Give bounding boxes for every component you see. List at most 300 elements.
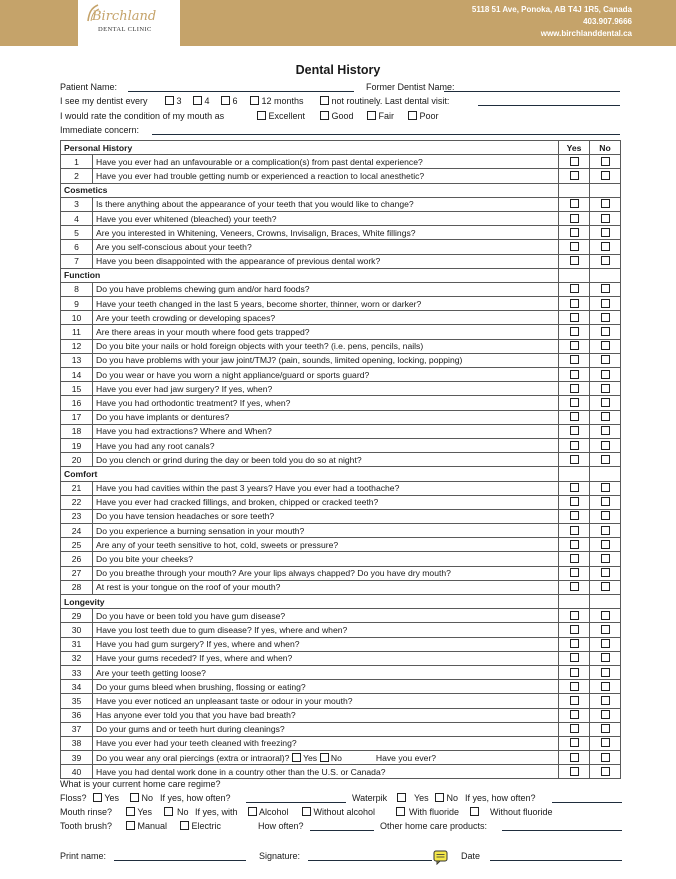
freq-6-label: 6 [232, 96, 238, 106]
question-number: 10 [61, 311, 93, 325]
answer-yes-cell [559, 580, 590, 594]
answer-no-checkbox[interactable] [601, 639, 610, 648]
question-row [61, 524, 621, 538]
question-row [61, 580, 621, 594]
answer-no-checkbox[interactable] [601, 157, 610, 166]
answer-yes-checkbox[interactable] [570, 625, 579, 634]
answer-no-checkbox[interactable] [601, 497, 610, 506]
question-text-cell [93, 680, 559, 694]
freq-12-label: 12 months [261, 96, 304, 106]
answer-no-cell [590, 481, 621, 495]
answer-yes-checkbox[interactable] [570, 199, 579, 208]
rate-label: I would rate the condition of my mouth as [60, 111, 225, 121]
answer-yes-checkbox[interactable] [570, 639, 579, 648]
question-text: Have you ever had trouble getting numb or experienced a reaction to local anesthetic? [96, 170, 425, 181]
answer-yes-checkbox[interactable] [570, 441, 579, 450]
answer-no-checkbox[interactable] [601, 370, 610, 379]
answer-yes-cell [559, 410, 590, 424]
answer-yes-cell [559, 481, 590, 495]
question-number: 31 [61, 637, 93, 651]
question-number: 40 [61, 765, 93, 779]
question-row [61, 311, 621, 325]
clinic-subtitle: DENTAL CLINIC [98, 26, 152, 33]
answer-no-checkbox[interactable] [601, 568, 610, 577]
answer-yes-cell [559, 552, 590, 566]
rate-fair-checkbox[interactable] [367, 111, 376, 120]
waterpik-no-label: No [446, 793, 459, 803]
answer-no-cell [590, 751, 621, 765]
question-text: Do your gums bleed when brushing, flossing or eating? [96, 681, 306, 692]
answer-no-checkbox[interactable] [601, 710, 610, 719]
other-products-label: Other home care products: [380, 821, 488, 831]
clinic-website[interactable]: www.birchlanddental.ca [540, 29, 632, 38]
immediate-concern-field[interactable] [152, 125, 620, 135]
answer-yes-checkbox[interactable] [570, 753, 579, 762]
question-number: 15 [61, 382, 93, 396]
answer-yes-checkbox[interactable] [570, 214, 579, 223]
question-number: 29 [61, 609, 93, 623]
question-number: 14 [61, 368, 93, 382]
freq-not-routinely-checkbox[interactable] [320, 96, 329, 105]
section-blank-cell [590, 467, 621, 481]
answer-yes-checkbox[interactable] [570, 611, 579, 620]
question-row [61, 765, 621, 779]
question-number: 28 [61, 580, 93, 594]
section-blank-cell [590, 268, 621, 282]
answer-no-checkbox[interactable] [601, 441, 610, 450]
answer-yes-checkbox[interactable] [570, 355, 579, 364]
question-text: Are you interested in Whitening, Veneers, Crowns, Invisalign, Braces, White fillings? [96, 227, 416, 238]
question-text-cell [93, 765, 559, 779]
question-number: 24 [61, 524, 93, 538]
question-row [61, 368, 621, 382]
answer-no-cell [590, 311, 621, 325]
answer-no-checkbox[interactable] [601, 341, 610, 350]
answer-yes-checkbox[interactable] [570, 568, 579, 577]
piercing-yes-label: Yes [303, 752, 318, 763]
question-text: Do you have problems with your jaw joint/TMJ? (pain, sounds, limited opening, locking, popping) [96, 355, 463, 366]
answer-no-cell [590, 722, 621, 736]
answer-no-cell [590, 453, 621, 467]
rinse-label: Mouth rinse? [60, 807, 113, 817]
question-text: Do you experience a burning sensation in your mouth? [96, 525, 305, 536]
answer-no-checkbox[interactable] [601, 653, 610, 662]
clinic-contact [472, 4, 632, 40]
answer-yes-checkbox[interactable] [570, 157, 579, 166]
answer-yes-checkbox[interactable] [570, 299, 579, 308]
date-field[interactable] [490, 851, 622, 861]
answer-no-cell [590, 623, 621, 637]
answer-no-cell [590, 708, 621, 722]
answer-no-checkbox[interactable] [601, 171, 610, 180]
question-text-cell [93, 509, 559, 523]
waterpik-yes-label: Yes [414, 793, 429, 803]
answer-yes-checkbox[interactable] [570, 724, 579, 733]
floss-yes-label: Yes [104, 793, 120, 803]
answer-no-checkbox[interactable] [601, 611, 610, 620]
question-row [61, 680, 621, 694]
question-number: 1 [61, 155, 93, 169]
question-text-cell [93, 538, 559, 552]
question-number: 4 [61, 211, 93, 225]
freq-not-routinely-label: not routinely. Last dental visit: [331, 96, 450, 106]
answer-no-checkbox[interactable] [601, 483, 610, 492]
answer-no-checkbox[interactable] [601, 214, 610, 223]
answer-yes-checkbox[interactable] [570, 540, 579, 549]
answer-yes-checkbox[interactable] [570, 171, 579, 180]
other-products-field[interactable] [502, 821, 622, 831]
answer-yes-cell [559, 438, 590, 452]
answer-yes-checkbox[interactable] [570, 767, 579, 776]
question-text: Have you lost teeth due to gum disease? If yes, where and when? [96, 624, 348, 635]
question-text: Have you been disappointed with the appearance of previous dental work? [96, 256, 381, 267]
rate-fair-label: Fair [378, 111, 395, 121]
question-row [61, 297, 621, 311]
question-text: Do you clench or grind during the day or been told you do so at night? [96, 454, 362, 465]
answer-no-checkbox[interactable] [601, 398, 610, 407]
question-text: Are your teeth crowding or developing spaces? [96, 312, 276, 323]
answer-no-checkbox[interactable] [601, 299, 610, 308]
question-row [61, 382, 621, 396]
question-row [61, 211, 621, 225]
former-dentist-label: Former Dentist Name: [366, 82, 455, 92]
waterpik-label: Waterpik [352, 793, 388, 803]
question-number: 39 [61, 751, 93, 765]
question-text-cell [93, 282, 559, 296]
comment-note-icon[interactable] [433, 850, 448, 865]
question-text-cell [93, 155, 559, 169]
question-table [60, 140, 621, 779]
section-title: Cosmetics [61, 183, 559, 197]
question-text-cell [93, 254, 559, 268]
floss-row [60, 793, 630, 806]
piercing-ever-label: Have you ever? [375, 752, 437, 763]
answer-no-checkbox[interactable] [601, 682, 610, 691]
section-title: Personal History [61, 141, 559, 155]
tooth-brush-row [60, 821, 630, 834]
waterpik-no-checkbox[interactable] [435, 793, 444, 802]
question-row [61, 197, 621, 211]
question-row [61, 325, 621, 339]
answer-yes-checkbox[interactable] [570, 412, 579, 421]
question-row [61, 353, 621, 367]
answer-yes-checkbox[interactable] [570, 696, 579, 705]
section-blank-cell [590, 183, 621, 197]
answer-yes-checkbox[interactable] [570, 483, 579, 492]
answer-yes-checkbox[interactable] [570, 284, 579, 293]
answer-yes-checkbox[interactable] [570, 710, 579, 719]
answer-no-cell [590, 736, 621, 750]
answer-yes-checkbox[interactable] [570, 653, 579, 662]
question-text: Do you wear or have you worn a night appliance/guard or sports guard? [96, 369, 370, 380]
question-text: Have you had gum surgery? If yes, where and when? [96, 639, 300, 650]
answer-yes-checkbox[interactable] [570, 554, 579, 563]
rate-excellent-checkbox[interactable] [257, 111, 266, 120]
answer-no-cell [590, 566, 621, 580]
answer-no-cell [590, 226, 621, 240]
section-title: Function [61, 268, 559, 282]
answer-no-checkbox[interactable] [601, 284, 610, 293]
question-text-cell [93, 552, 559, 566]
answer-yes-checkbox[interactable] [570, 370, 579, 379]
question-row [61, 552, 621, 566]
question-number: 11 [61, 325, 93, 339]
print-name-field[interactable] [114, 851, 246, 861]
question-row [61, 708, 621, 722]
answer-yes-checkbox[interactable] [570, 511, 579, 520]
answer-no-checkbox[interactable] [601, 426, 610, 435]
floss-often-field[interactable] [246, 793, 346, 803]
answer-no-cell [590, 580, 621, 594]
answer-no-checkbox[interactable] [601, 455, 610, 464]
signature-field[interactable] [308, 851, 432, 861]
answer-yes-checkbox[interactable] [570, 228, 579, 237]
answer-yes-cell [559, 254, 590, 268]
answer-no-checkbox[interactable] [601, 242, 610, 251]
answer-yes-checkbox[interactable] [570, 242, 579, 251]
answer-yes-checkbox[interactable] [570, 738, 579, 747]
answer-yes-checkbox[interactable] [570, 313, 579, 322]
question-text: Have you had extractions? Where and When? [96, 426, 272, 437]
answer-no-cell [590, 524, 621, 538]
question-text: Are there areas in your mouth where food gets trapped? [96, 327, 310, 338]
question-row [61, 396, 621, 410]
floss-yes-checkbox[interactable] [93, 793, 102, 802]
rate-excellent-label: Excellent [268, 111, 306, 121]
question-number: 21 [61, 481, 93, 495]
rinse-alcohol-checkbox[interactable] [248, 807, 257, 816]
answer-no-checkbox[interactable] [601, 724, 610, 733]
answer-no-cell [590, 339, 621, 353]
question-number: 22 [61, 495, 93, 509]
brush-label: Tooth brush? [60, 821, 113, 831]
section-blank-cell [559, 595, 590, 609]
answer-no-checkbox[interactable] [601, 526, 610, 535]
answer-yes-checkbox[interactable] [570, 668, 579, 677]
question-text: Have your gums receded? If yes, where and when? [96, 653, 293, 664]
answer-no-checkbox[interactable] [601, 511, 610, 520]
question-text-cell [93, 240, 559, 254]
rinse-without-alcohol-checkbox[interactable] [302, 807, 311, 816]
question-text-cell [93, 396, 559, 410]
answer-no-cell [590, 680, 621, 694]
answer-no-checkbox[interactable] [601, 554, 610, 563]
date-label: Date [461, 851, 481, 861]
answer-no-checkbox[interactable] [601, 668, 610, 677]
answer-yes-cell [559, 311, 590, 325]
question-text-cell [93, 438, 559, 452]
answer-yes-cell [559, 736, 590, 750]
question-row [61, 339, 621, 353]
question-text: Do you have or been told you have gum disease? [96, 610, 286, 621]
answer-yes-cell [559, 240, 590, 254]
immediate-concern-label: Immediate concern: [60, 125, 140, 135]
question-text: Are any of your teeth sensitive to hot, cold, sweets or pressure? [96, 539, 339, 550]
answer-no-cell [590, 282, 621, 296]
answer-no-cell [590, 694, 621, 708]
answer-yes-checkbox[interactable] [570, 497, 579, 506]
home-care-regime-label: What is your current home care regime? [60, 779, 221, 789]
question-text: Have you ever whitened (bleached) your teeth? [96, 213, 277, 224]
brush-electric-checkbox[interactable] [180, 821, 189, 830]
answer-yes-checkbox[interactable] [570, 327, 579, 336]
question-text: Have you had cavities within the past 3 years? Have you ever had a toothache? [96, 483, 400, 494]
rinse-no-checkbox[interactable] [164, 807, 173, 816]
brush-often-field[interactable] [310, 821, 374, 831]
freq-6-checkbox[interactable] [221, 96, 230, 105]
page-title: Dental History [295, 63, 381, 77]
section-blank-cell [559, 467, 590, 481]
section-title: Longevity [61, 595, 559, 609]
answer-no-checkbox[interactable] [601, 384, 610, 393]
rinse-yes-checkbox[interactable] [126, 807, 135, 816]
rinse-alcohol-label: Alcohol [259, 807, 289, 817]
section-title: Comfort [61, 467, 559, 481]
question-text: Do you have implants or dentures? [96, 412, 230, 423]
section-blank-cell [559, 183, 590, 197]
question-text: Do you breathe through your mouth? Are your lips always chapped? Do you have dry mouth? [96, 568, 451, 579]
section-header [61, 183, 621, 197]
question-number: 13 [61, 353, 93, 367]
answer-yes-cell [559, 708, 590, 722]
answer-yes-checkbox[interactable] [570, 256, 579, 265]
answer-yes-checkbox[interactable] [570, 398, 579, 407]
freq-3-checkbox[interactable] [165, 96, 174, 105]
question-text: Have your teeth changed in the last 5 years, become shorter, thinner, worn or darker? [96, 298, 422, 309]
former-dentist-field[interactable] [444, 82, 620, 92]
answer-yes-cell [559, 424, 590, 438]
section-header [61, 595, 621, 609]
rinse-without-fluoride-checkbox[interactable] [470, 807, 479, 816]
question-text: Do you have tension headaches or sore teeth? [96, 511, 275, 522]
answer-no-cell [590, 211, 621, 225]
mouth-rinse-row [60, 807, 630, 820]
question-text-cell [93, 580, 559, 594]
question-number: 26 [61, 552, 93, 566]
question-text: Is there anything about the appearance of your teeth that you would like to change? [96, 199, 414, 210]
question-row [61, 651, 621, 665]
answer-no-cell [590, 651, 621, 665]
question-row [61, 254, 621, 268]
question-text-cell [93, 353, 559, 367]
answer-no-checkbox[interactable] [601, 753, 610, 762]
freq-4-checkbox[interactable] [193, 96, 202, 105]
clinic-logo [78, 0, 180, 46]
answer-no-checkbox[interactable] [601, 625, 610, 634]
last-visit-field[interactable] [478, 96, 620, 106]
answer-yes-cell [559, 339, 590, 353]
freq-12-checkbox[interactable] [250, 96, 259, 105]
question-row [61, 751, 621, 765]
question-text-cell [93, 566, 559, 580]
patient-row [60, 82, 620, 95]
section-header [61, 268, 621, 282]
answer-yes-cell [559, 353, 590, 367]
answer-yes-cell [559, 368, 590, 382]
answer-yes-checkbox[interactable] [570, 384, 579, 393]
see-dentist-label: I see my dentist every [60, 96, 148, 106]
question-text: Have you had orthodontic treatment? If yes, when? [96, 397, 291, 408]
signoff-row [60, 851, 630, 864]
answer-no-checkbox[interactable] [601, 767, 610, 776]
question-row [61, 453, 621, 467]
clinic-phone: 403.907.9666 [583, 17, 632, 26]
answer-yes-cell [559, 297, 590, 311]
answer-yes-checkbox[interactable] [570, 582, 579, 591]
patient-name-field[interactable] [128, 82, 354, 92]
question-text: Do you wear any oral piercings (extra or intraoral)? [96, 752, 290, 763]
clinic-address: 5118 51 Ave, Ponoka, AB T4J 1R5, Canada [471, 5, 632, 14]
piercing-yes-checkbox[interactable] [292, 753, 301, 762]
piercing-no-checkbox[interactable] [320, 753, 329, 762]
answer-no-checkbox[interactable] [601, 355, 610, 364]
answer-no-checkbox[interactable] [601, 412, 610, 421]
no-column-header: No [590, 141, 621, 155]
answer-yes-cell [559, 169, 590, 183]
rinse-without-alcohol-label: Without alcohol [313, 807, 376, 817]
answer-no-checkbox[interactable] [601, 313, 610, 322]
answer-no-checkbox[interactable] [601, 199, 610, 208]
rinse-with-fluoride-checkbox[interactable] [396, 807, 405, 816]
question-text-cell [93, 368, 559, 382]
rate-poor-checkbox[interactable] [408, 111, 417, 120]
question-text-cell [93, 211, 559, 225]
question-text: Have you had dental work done in a country other than the U.S. or Canada? [96, 766, 386, 777]
answer-yes-checkbox[interactable] [570, 455, 579, 464]
question-number: 33 [61, 665, 93, 679]
answer-yes-cell [559, 680, 590, 694]
answer-no-checkbox[interactable] [601, 582, 610, 591]
answer-no-checkbox[interactable] [601, 540, 610, 549]
answer-yes-cell [559, 453, 590, 467]
waterpik-yes-checkbox[interactable] [397, 793, 406, 802]
answer-no-checkbox[interactable] [601, 738, 610, 747]
question-text: At rest is your tongue on the roof of your mouth? [96, 582, 281, 593]
answer-yes-checkbox[interactable] [570, 426, 579, 435]
question-number: 16 [61, 396, 93, 410]
question-text-cell [93, 169, 559, 183]
brush-manual-checkbox[interactable] [126, 821, 135, 830]
floss-no-checkbox[interactable] [130, 793, 139, 802]
brush-often-label: How often? [258, 821, 304, 831]
answer-yes-checkbox[interactable] [570, 682, 579, 691]
question-text: Are your teeth getting loose? [96, 667, 206, 678]
concern-row [60, 125, 620, 138]
freq-3-label: 3 [176, 96, 182, 106]
question-text-cell [93, 339, 559, 353]
answer-yes-cell [559, 282, 590, 296]
answer-no-checkbox[interactable] [601, 228, 610, 237]
answer-no-checkbox[interactable] [601, 256, 610, 265]
question-number: 20 [61, 453, 93, 467]
question-text-cell [93, 226, 559, 240]
answer-yes-cell [559, 623, 590, 637]
answer-no-checkbox[interactable] [601, 327, 610, 336]
question-text-cell [93, 694, 559, 708]
rate-good-checkbox[interactable] [320, 111, 329, 120]
waterpik-often-field[interactable] [552, 793, 622, 803]
answer-yes-checkbox[interactable] [570, 526, 579, 535]
question-number: 23 [61, 509, 93, 523]
answer-no-checkbox[interactable] [601, 696, 610, 705]
question-text: Do you bite your nails or hold foreign objects with your teeth? (i.e. pens, pencils, nails) [96, 341, 424, 352]
question-text-cell [93, 453, 559, 467]
answer-yes-cell [559, 609, 590, 623]
answer-yes-checkbox[interactable] [570, 341, 579, 350]
question-number: 25 [61, 538, 93, 552]
answer-no-cell [590, 325, 621, 339]
piercing-no-label: No [330, 752, 342, 763]
